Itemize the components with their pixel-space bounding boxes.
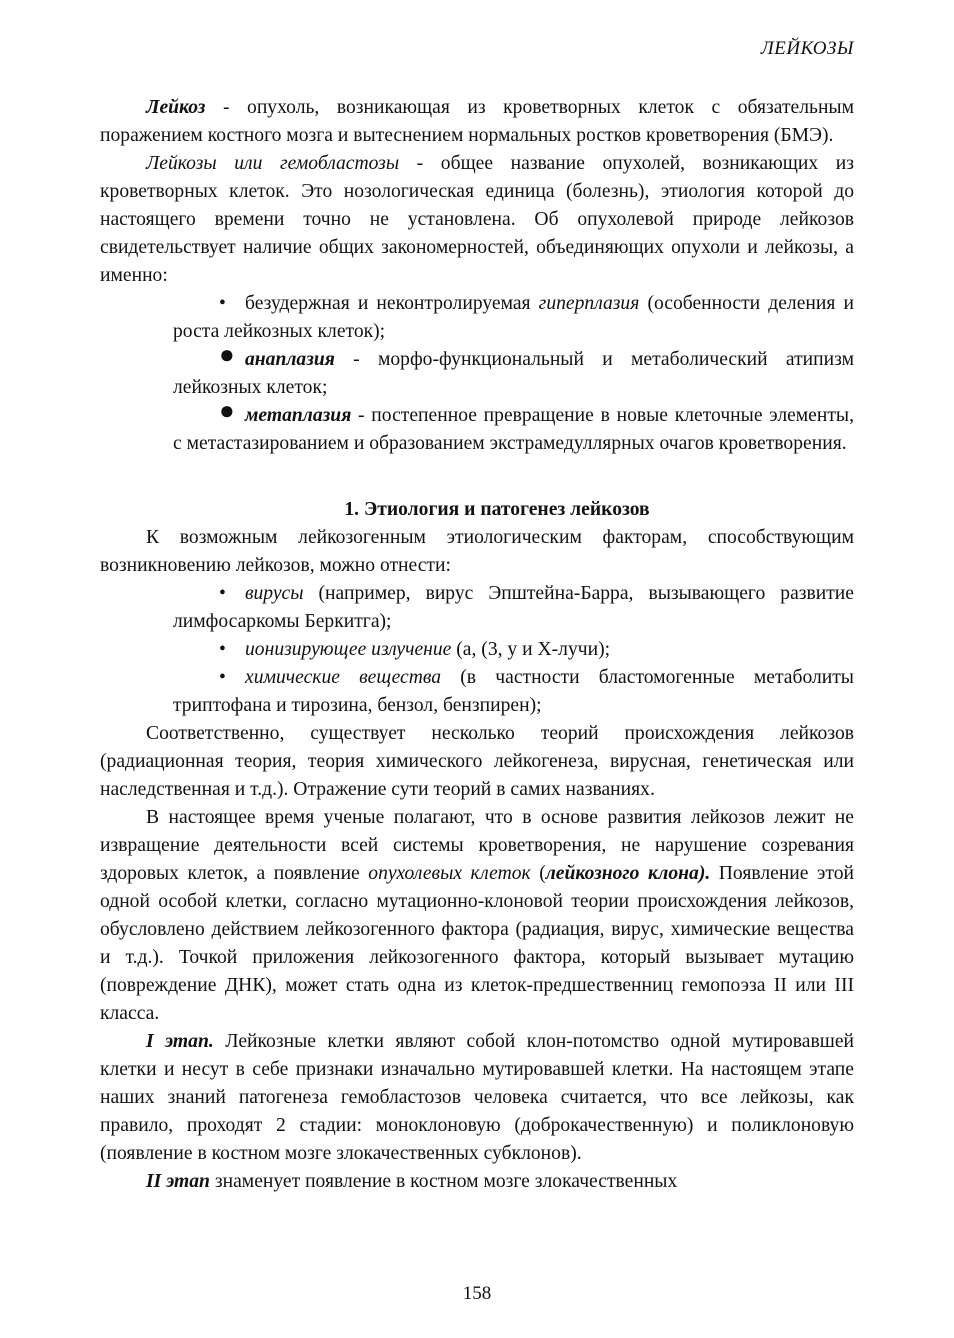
text: Лейкозные клетки являют собой клон-потомство одной мутировавшей клетки и несут в себе признаки изначально мутировавшей клетки. На настоящем этапе наших знаний патогенеза гемобластозов человека считается, что все лейкозы, как правило, проходят 2 стадии: моноклоновую (доброкачественную) и поликлоновую (появление в костном мозге злокачественных субклонов). bbox=[100, 1031, 854, 1164]
item-text: безудержная и неконтролируемая bbox=[245, 293, 539, 314]
list-item bbox=[100, 636, 854, 664]
definition-hemoblastoses bbox=[100, 150, 854, 290]
page-number: 158 bbox=[462, 1283, 492, 1304]
paragraph: К возможным лейкозогенным этиологическим факторам, способствующим возникновению лейкозов, можно отнести: bbox=[100, 527, 854, 576]
definition-leukosis bbox=[100, 94, 854, 150]
stage-label: II этап bbox=[146, 1171, 210, 1192]
bullet-icon: • bbox=[219, 293, 226, 314]
paragraph: Соответственно, существует несколько теорий происхождения лейкозов (радиационная теория, теория химического лейкогенеза, вирусная, генетическая или наследственная и т.д.). Отражение сути теорий в самих названиях. bbox=[100, 723, 854, 800]
item-text: (а, (3, у и Х-лучи); bbox=[451, 639, 611, 660]
text: знаменует появление в костном мозге злокачественных bbox=[209, 1171, 678, 1192]
item-text: - морфо-функциональный и метаболический атипизм лейкозных клеток; bbox=[173, 349, 854, 398]
section-heading: 1. Этиология и патогенез лейкозов bbox=[344, 499, 650, 520]
definition-text: - опухоль, возникающая из кроветворных клеток с обязательным поражением костного мозга и вытеснением нормальных ростков кроветворения (БМЭ). bbox=[100, 97, 854, 146]
item-term: анаплазия bbox=[245, 349, 335, 370]
item-term: гиперплазия bbox=[538, 293, 640, 314]
item-text: - постепенное превращение в новые клеточные элементы, с метастазированием и образованием экстрамедуллярных очагов кроветворения. bbox=[173, 405, 854, 454]
item-term: метаплазия bbox=[245, 405, 352, 426]
list-item bbox=[100, 340, 854, 402]
item-term: вирусы bbox=[245, 583, 304, 604]
list-item bbox=[100, 396, 854, 458]
text: В настоящее время ученые полагают, что в основе развития лейкозов лежит не извращение деятельности всей системы кроветворения, не нарушение созревания здоровых клеток, а появление bbox=[100, 807, 854, 884]
list-item bbox=[100, 580, 854, 636]
list-item bbox=[100, 664, 854, 720]
term-leukosis: Лейкоз bbox=[146, 97, 206, 118]
bullet-icon: • bbox=[219, 583, 226, 604]
text: ( bbox=[530, 863, 546, 884]
stage-label: I этап. bbox=[146, 1031, 214, 1052]
page-body bbox=[100, 94, 854, 1196]
emphasis: опухолевых клеток bbox=[368, 863, 531, 884]
term-hemoblastoses: Лейкозы или гемобластозы bbox=[146, 153, 400, 174]
bullet-icon: • bbox=[219, 639, 226, 660]
definition-text: - общее название опухолей, возникающих из кроветворных клеток. Это нозологическая единица (болезнь), этиология которой до настоящего времени точно не установлена. Об опухолевой природе лейкозов свидетельствует наличие общих закономерностей, объединяющих опухоли и лейкозы, а именно: bbox=[100, 153, 854, 286]
paragraph bbox=[100, 804, 854, 1028]
bullet-icon: ● bbox=[219, 396, 235, 425]
bullet-icon: • bbox=[219, 667, 226, 688]
bullet-icon: ● bbox=[219, 340, 235, 369]
item-text: (в частности бластомогенные метаболиты триптофана и тирозина, бензол, бензпирен); bbox=[173, 667, 854, 716]
item-text: (особенности деления и роста лейкозных клеток); bbox=[173, 293, 854, 342]
item-term: ионизирующее излучение bbox=[245, 639, 452, 660]
item-term: химические вещества bbox=[245, 667, 442, 688]
running-title: ЛЕЙКОЗЫ bbox=[760, 38, 854, 59]
list-item bbox=[100, 290, 854, 346]
emphasis: лейкозного клона). bbox=[545, 863, 711, 884]
paragraph bbox=[100, 1028, 854, 1168]
text: Появление этой одной особой клетки, согласно мутационно-клоновой теории происхождения лейкозов, обусловлено действием лейкозогенного фактора (радиация, вирус, химические вещества и т.д.). Точкой приложения лейкозогенного фактора, который вызывает мутацию (повреждение ДНК), может стать одна из клеток-предшественниц гемопоэза II или III класса. bbox=[100, 863, 854, 1024]
paragraph bbox=[100, 1168, 854, 1196]
item-text: (например, вирус Эпштейна-Барра, вызывающего развитие лимфосаркомы Беркитга); bbox=[173, 583, 854, 632]
